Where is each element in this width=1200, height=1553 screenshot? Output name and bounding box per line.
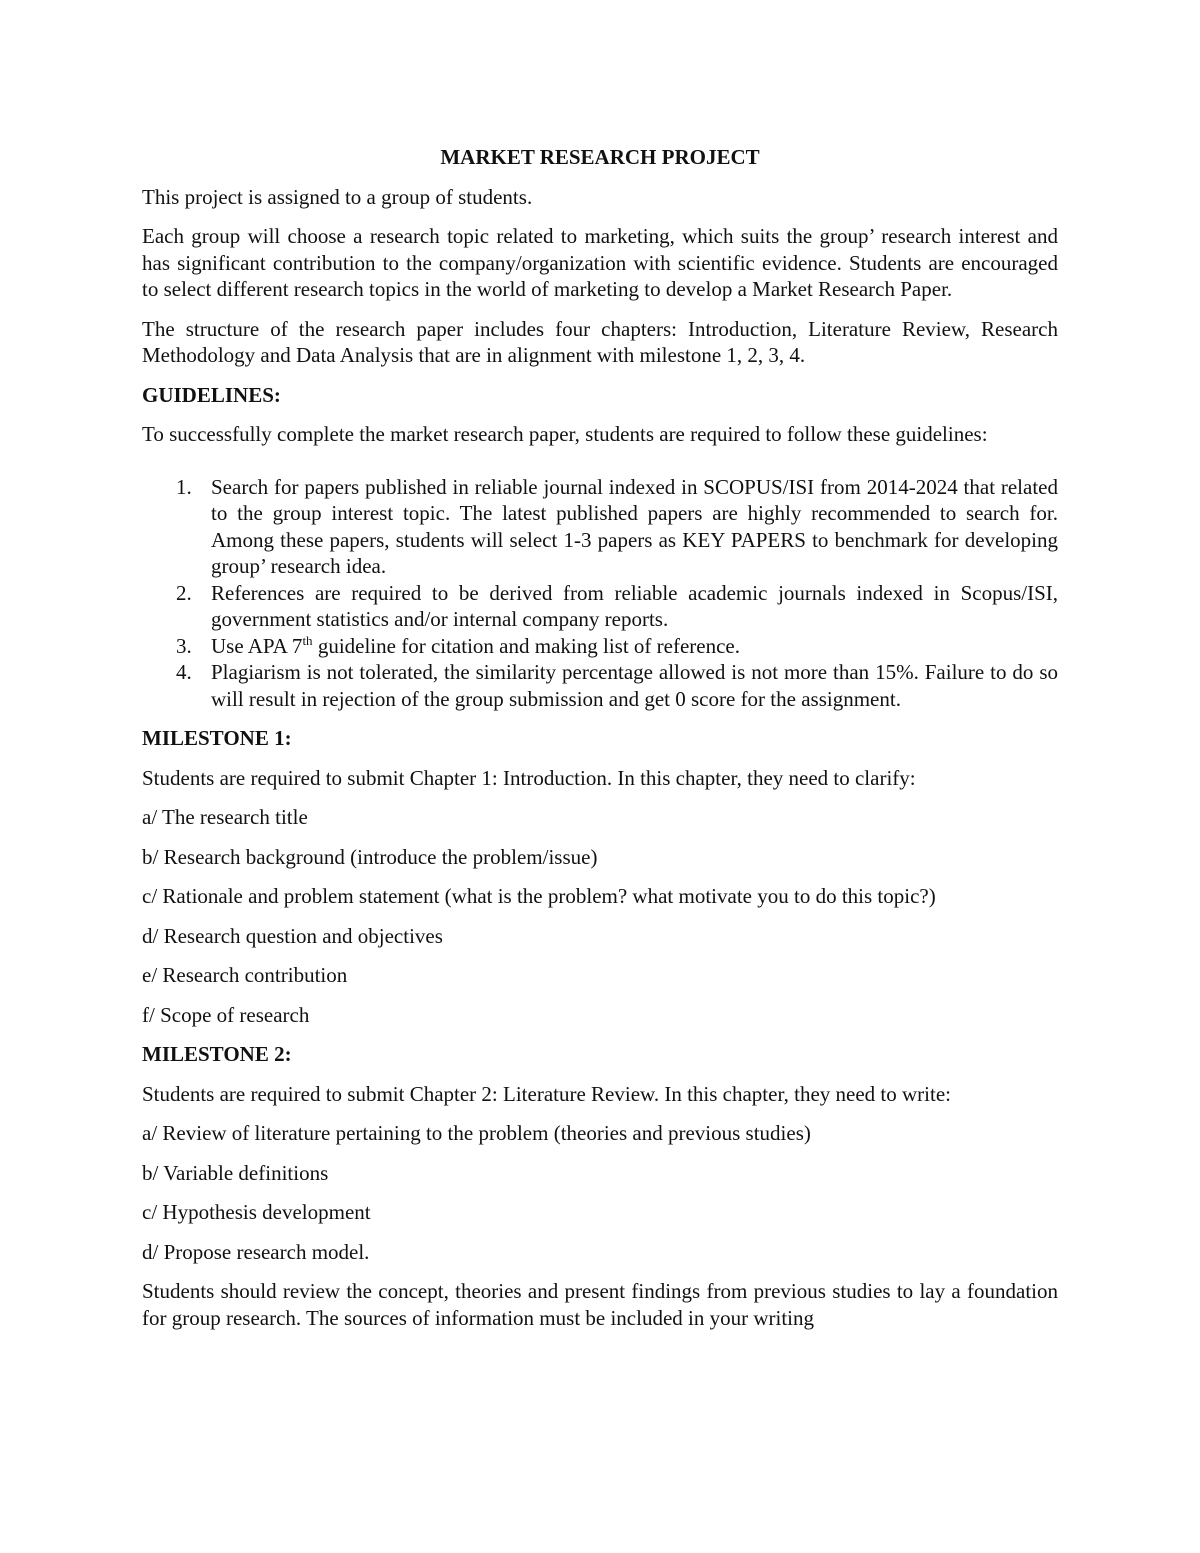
guideline-text: Plagiarism is not tolerated, the similarity percentage allowed is not more than 15%. Failure to do so will result in rejection of the group submission and get 0 score for the assignment. <box>211 660 1058 711</box>
milestone2-heading: MILESTONE 2: <box>142 1042 292 1066</box>
milestone2-item: b/ Variable definitions <box>142 1160 329 1185</box>
structure-paragraph: The structure of the research paper includes four chapters: Introduction, Literature Review, Research Methodology and Data Analysis that are in alignment with milestone 1, 2, 3, 4. <box>142 316 1058 367</box>
milestone2-lead: Students are required to submit Chapter 2: Literature Review. In this chapter, they need to write: <box>142 1081 951 1106</box>
intro-paragraph: This project is assigned to a group of students. <box>142 184 533 209</box>
milestone1-item: a/ The research title <box>142 805 308 829</box>
guideline-text: Search for papers published in reliable journal indexed in SCOPUS/ISI from 2014-2024 that related to the group interest topic. The latest published papers are highly recommended to search for. Among these papers, students will select 1-3 papers as KEY PAPERS to benchmark for developing group’ research idea. <box>211 474 1058 578</box>
guideline-text-end: guideline for citation and making list of reference. <box>312 633 740 658</box>
guidelines-heading: GUIDELINES: <box>142 382 281 407</box>
list-number: 1. <box>176 474 192 499</box>
guidelines-lead: To successfully complete the market research paper, students are required to follow these guidelines: <box>142 422 988 446</box>
guideline-text-start: Use APA 7 <box>211 633 303 658</box>
document-body <box>142 144 1058 1344</box>
guideline-item <box>142 580 1058 633</box>
list-number: 2. <box>176 580 192 605</box>
list-number: 3. <box>176 633 192 658</box>
milestone1-lead: Students are required to submit Chapter 1: Introduction. In this chapter, they need to clarify: <box>142 765 916 790</box>
milestone1-heading: MILESTONE 1: <box>142 726 292 750</box>
milestone2-item: d/ Propose research model. <box>142 1239 370 1264</box>
guideline-text: References are required to be derived from reliable academic journals indexed in Scopus/ISI, government statistics and/or internal company reports. <box>211 580 1058 631</box>
milestone1-item: f/ Scope of research <box>142 1002 310 1027</box>
milestone1-item: e/ Research contribution <box>142 963 348 987</box>
milestone2-closing: Students should review the concept, theories and present findings from previous studies to lay a foundation for group research. The sources of information must be included in your writing <box>142 1279 1058 1330</box>
milestone2-item: c/ Hypothesis development <box>142 1200 371 1224</box>
guideline-item <box>142 474 1058 580</box>
guideline-item <box>142 659 1058 712</box>
milestone2-item: a/ Review of literature pertaining to the problem (theories and previous studies) <box>142 1121 811 1145</box>
superscript: th <box>302 632 313 648</box>
topic-paragraph: Each group will choose a research topic related to marketing, which suits the group’ research interest and has significant contribution to the company/organization with scientific evidence. Students are encouraged to select different research topics in the world of marketing to develop a Market Research Paper. <box>142 224 1058 301</box>
document-title: MARKET RESEARCH PROJECT <box>440 145 760 169</box>
guidelines-list <box>142 474 1058 713</box>
milestone1-item: b/ Research background (introduce the problem/issue) <box>142 844 598 869</box>
guideline-item <box>142 633 1058 660</box>
milestone1-item: c/ Rationale and problem statement (what is the problem? what motivate you to do this topic?) <box>142 884 936 908</box>
list-number: 4. <box>176 660 192 684</box>
milestone1-item: d/ Research question and objectives <box>142 923 443 948</box>
